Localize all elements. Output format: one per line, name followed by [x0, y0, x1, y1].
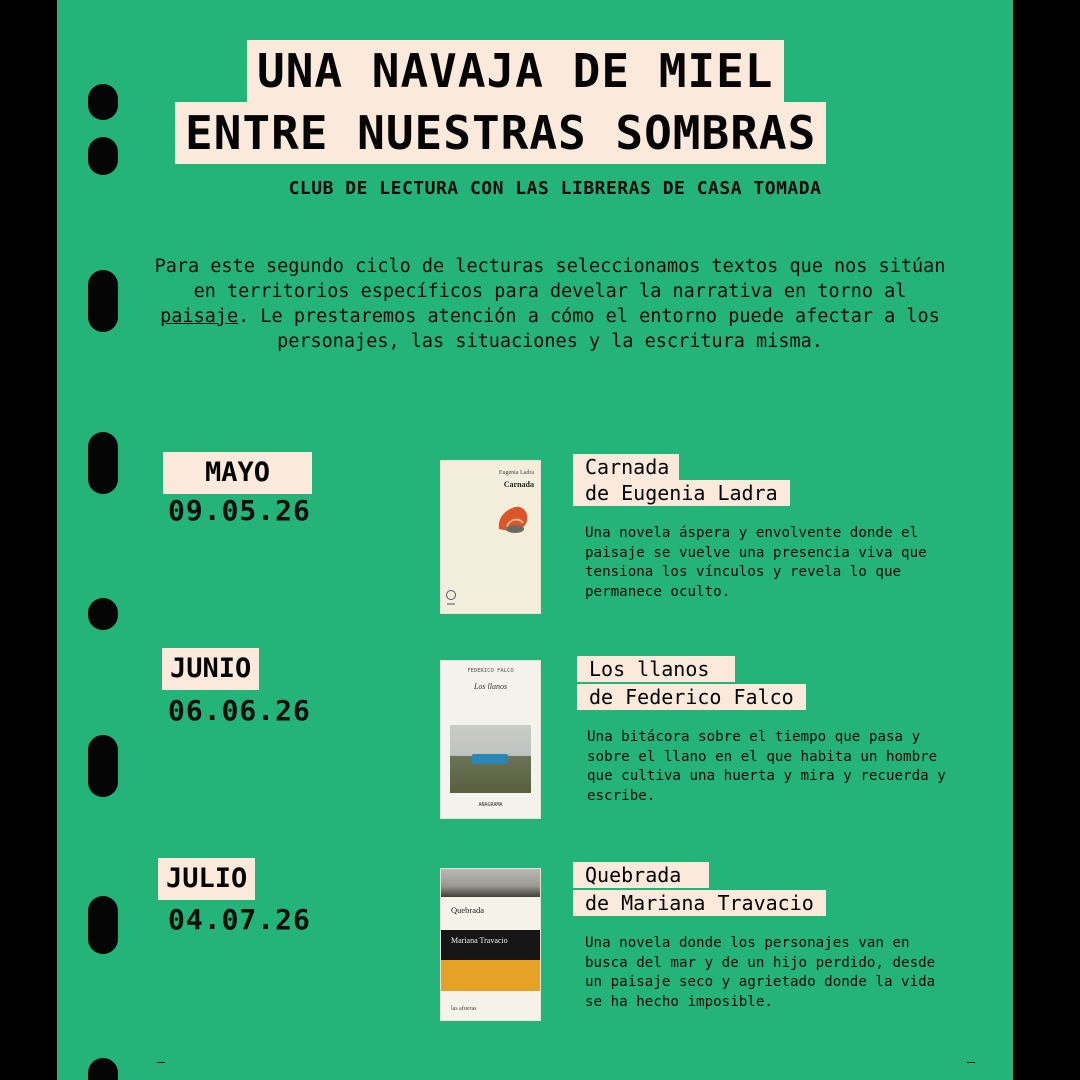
cover-photo: [441, 869, 541, 897]
intro-text-end: . Le prestaremos atención a cómo el entorno puede afectar a los personajes, las situaciones y la escritura misma.: [238, 306, 940, 352]
corner-mark: [157, 1062, 165, 1063]
book-description: Una novela donde los personajes van en busca del mar y de un hijo perdido, desde un paisaje seco y agrietado donde la vida se ha hecho imposible.: [585, 935, 936, 1010]
publisher-logo-icon: [445, 589, 459, 611]
cover-photo-trough: [472, 754, 508, 764]
session-date: 09.05.26: [168, 494, 311, 527]
cover-author-band: [441, 930, 541, 960]
book-cover-los-llanos: [440, 660, 541, 819]
book-cover-quebrada: [440, 868, 541, 1021]
cover-title: Carnada: [503, 480, 534, 489]
film-hole: [88, 896, 118, 954]
month-label: JUNIO: [162, 648, 259, 690]
cover-publisher: ANAGRAMA: [478, 802, 503, 808]
cover-author: Mariana Travacio: [451, 936, 508, 945]
book-description: Una novela áspera y envolvente donde el paisaje se vuelve una presencia viva que tensiona los vínculos y revela lo que permanece oculto.: [585, 525, 927, 600]
book-title: Quebrada: [573, 862, 709, 888]
poster-background: [57, 0, 1013, 1080]
book-cover-carnada: [440, 460, 541, 614]
month-label: JULIO: [158, 858, 255, 900]
intro-highlight: paisaje: [160, 306, 239, 327]
cover-photo: [450, 725, 531, 793]
cover-publisher: las afueras: [451, 1006, 477, 1012]
book-author: de Federico Falco: [577, 684, 806, 710]
session-date: 06.06.26: [168, 694, 311, 727]
intro-paragraph: [150, 254, 950, 354]
title-line-1: UNA NAVAJA DE MIEL: [247, 40, 784, 102]
corner-mark: [967, 1062, 975, 1063]
book-description: Una bitácora sobre el tiempo que pasa y sobre el llano en el que habita un hombre que cultiva una huerta y mira y recuerda y escribe.: [587, 729, 946, 804]
cover-author: FEDERICO FALCO: [467, 668, 514, 674]
cover-title: Quebrada: [451, 905, 485, 915]
film-hole: [88, 1058, 118, 1080]
month-label: MAYO: [163, 452, 312, 494]
film-hole: [88, 598, 118, 630]
film-hole: [88, 270, 118, 332]
film-hole: [88, 432, 118, 494]
cover-illustration: [493, 499, 533, 539]
cover-title: Los llanos: [473, 682, 508, 691]
book-author: de Mariana Travacio: [573, 890, 826, 916]
title-line-2: ENTRE NUESTRAS SOMBRAS: [175, 102, 826, 164]
film-hole: [88, 84, 118, 120]
cover-orange-band: [441, 960, 541, 991]
cover-author: Eugenia Ladra: [498, 470, 534, 476]
book-title: Los llanos: [577, 656, 735, 682]
session-date: 04.07.26: [168, 903, 311, 936]
subtitle: CLUB DE LECTURA CON LAS LIBRERAS DE CASA TOMADA: [288, 178, 822, 199]
book-title: Carnada: [573, 454, 679, 480]
intro-text: Para este segundo ciclo de lecturas seleccionamos textos que nos sitúan en territorios específicos para develar la narrativa en torno al: [154, 256, 946, 302]
film-hole: [88, 735, 118, 797]
book-author: de Eugenia Ladra: [573, 480, 790, 506]
film-hole: [88, 137, 118, 175]
